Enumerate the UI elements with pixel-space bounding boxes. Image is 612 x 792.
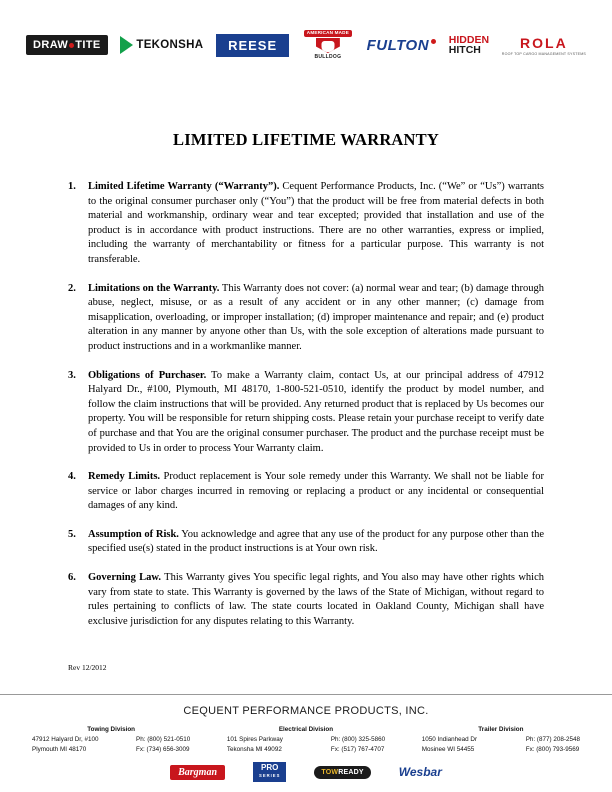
clause-text: [88, 282, 544, 355]
division-city-line: Plymouth MI 48170: [32, 745, 87, 753]
division-block: [227, 726, 385, 754]
division-phone: Ph: (800) 521-0510: [136, 736, 191, 743]
draw-tite-logo: [26, 30, 108, 60]
hidden-hitch-logo-text: [449, 35, 489, 55]
tekonsha-logo: [120, 30, 203, 60]
division-name: Electrical Division: [278, 726, 334, 733]
division-fax: Fx: (800) 793-9569: [525, 745, 580, 753]
clause-body: This Warranty does not cover: (a) normal wear and tear; (b) damage through abuse, neglect, misuse, or as a result of any accident or in any other manner; (c) damage from misapplication, overloading, or improper installation; (d) improper maintenance and repair; and (e) product alteration in any manner by anyone other than Us, with the sole exception of alterations made pursuant to product instructions and in a workmanlike manner.: [88, 282, 544, 352]
wesbar-logo: Wesbar: [398, 765, 442, 779]
warranty-clause-list: [68, 180, 544, 629]
clause-heading: Assumption of Risk.: [88, 528, 179, 540]
division-name: Trailer Division: [478, 726, 524, 733]
division-block: [32, 726, 190, 754]
hidden-word: HIDDEN: [448, 34, 490, 46]
draw-tite-word-2: TITE: [75, 39, 101, 51]
clause-item: [68, 282, 544, 355]
division-address-row: [422, 735, 580, 745]
clause-number: 2.: [68, 282, 76, 294]
division-address-line: 1050 Indianhead Dr: [421, 736, 478, 743]
clause-number: 3.: [68, 369, 76, 381]
division-city-row: [32, 745, 190, 755]
tow-word: TOW: [321, 768, 339, 776]
division-phone: Ph: (800) 325-5860: [330, 736, 386, 743]
revision-label: Rev 12/2012: [68, 663, 107, 673]
bulldog-logo-text: BULLDOG: [314, 54, 342, 60]
clause-number: 4.: [68, 471, 76, 483]
division-address-row: [227, 735, 385, 745]
bulldog-banner-text: AMERICAN MADE: [304, 30, 352, 37]
division-city-line: Mosinee WI 54455: [421, 745, 475, 753]
division-fax: Fx: (734) 656-3009: [136, 745, 190, 753]
clause-number: 5.: [68, 528, 76, 540]
clause-body: Product replacement is Your sole remedy under this Warranty. We shall not be liable for service or labor charges incurred in removing or replacing a product or any incidental or consequential damages of any kind.: [88, 471, 544, 512]
division-name: Towing Division: [87, 726, 136, 733]
division-city-line: Tekonsha MI 49092: [226, 745, 282, 753]
clause-heading: Governing Law.: [88, 572, 162, 584]
footer-brand-logos: [0, 762, 612, 792]
clause-heading: Remedy Limits.: [88, 471, 161, 483]
division-address-row: [32, 735, 190, 745]
clause-text: [88, 470, 544, 514]
tekonsha-triangle-icon: [120, 36, 133, 54]
clause-text: [88, 180, 544, 268]
division-address-line: 101 Spires Parkway: [226, 736, 283, 743]
draw-tite-separator-dot: [69, 43, 74, 48]
reese-logo: [216, 30, 289, 60]
clause-body: You acknowledge and agree that any use of the product for any purpose other than the specified use(s) stated in the product instructions is at Your own risk.: [88, 528, 544, 555]
pro-series-word: PRO: [261, 763, 279, 772]
division-city-row: [227, 745, 385, 755]
reese-logo-text: REESE: [216, 34, 289, 57]
pro-series-logo: [253, 762, 286, 782]
clause-item: [68, 180, 544, 268]
brand-logo-strip: [0, 0, 612, 68]
clause-body: Cequent Performance Products, Inc. (“We” or “Us”) warrants to the original consumer purchaser only (“You”) that the product will be free from material defects in both material and workmanship, ordinary wear and tear excepted; provided that installation and use of the product is in accordance with product instructions. There are no other warranties, express or implied, including the warranty of merchantability or fitness for a particular purpose. This warranty is not transferable.: [88, 181, 544, 265]
clause-heading: Obligations of Purchaser.: [88, 369, 207, 381]
pro-series-sub: SERIES: [259, 773, 281, 778]
clause-item: [68, 470, 544, 514]
division-phone: Ph: (877) 208-2548: [525, 736, 580, 743]
ready-word: READY: [338, 768, 364, 776]
division-fax: Fx: (517) 767-4707: [330, 745, 385, 753]
division-block: [422, 726, 580, 754]
rola-logo-text: ROLA: [520, 34, 568, 51]
hidden-hitch-logo: [449, 30, 489, 60]
page-title: LIMITED LIFETIME WARRANTY: [173, 130, 439, 149]
clause-item: [68, 528, 544, 557]
bulldog-shield-icon: [316, 38, 340, 53]
clause-text: [88, 571, 544, 629]
bulldog-logo: [302, 30, 354, 60]
tekonsha-logo-text: TEKONSHA: [136, 39, 204, 51]
clause-text: [88, 369, 544, 457]
rola-logo: [502, 30, 586, 60]
clause-text: [88, 528, 544, 557]
fulton-logo: [367, 30, 436, 60]
clause-heading: Limited Lifetime Warranty (“Warranty”).: [88, 181, 280, 192]
bulldog-face-icon: [321, 41, 334, 52]
clause-body: To make a Warranty claim, contact Us, at our principal address of 47912 Halyard Dr., #100, Plymouth, MI 48170, 1-800-521-0510, identify the product by model number, and follow the claim instructions that will be provided. Any returned product that is replaced by Us becomes our property. You will be responsible for return shipping costs. Please retain your purchase receipt to verify date of purchase and that You are the original consumer purchaser. The product and the purchase receipt must be provided to Us in order to process Your Warranty claim.: [88, 369, 544, 454]
bargman-logo: Bargman: [170, 765, 225, 780]
rola-logo-tagline: ROOF TOP CARGO MANAGEMENT SYSTEMS: [501, 51, 586, 56]
clause-item: [68, 369, 544, 457]
clause-body: This Warranty gives You specific legal rights, and You also may have other rights which vary from state to state. This Warranty is governed by the laws of the State of Michigan, without regard to rules pertaining to conflicts of law. The state courts located in Oakland County, Michigan shall have exclusive jurisdiction for any disputes relating to this Warranty.: [88, 572, 544, 627]
draw-tite-word-1: DRAW: [33, 39, 69, 51]
fulton-logo-text: [367, 37, 436, 54]
fulton-word: FULTON: [366, 36, 430, 54]
clause-heading: Limitations on the Warranty.: [88, 282, 220, 294]
clause-number: 6.: [68, 572, 76, 584]
division-contact-list: [0, 726, 612, 754]
clause-number: 1.: [68, 181, 76, 192]
draw-tite-logo-text: [26, 35, 108, 55]
footer-company-name: CEQUENT PERFORMANCE PRODUCTS, INC.: [183, 705, 429, 717]
fulton-dot-icon: [431, 39, 436, 44]
hitch-word: HITCH: [448, 44, 481, 56]
document-footer: [0, 694, 612, 792]
division-address-line: 47912 Halyard Dr, #100: [32, 736, 99, 743]
tow-ready-logo: [314, 766, 370, 779]
division-city-row: [422, 745, 580, 755]
clause-item: [68, 571, 544, 629]
